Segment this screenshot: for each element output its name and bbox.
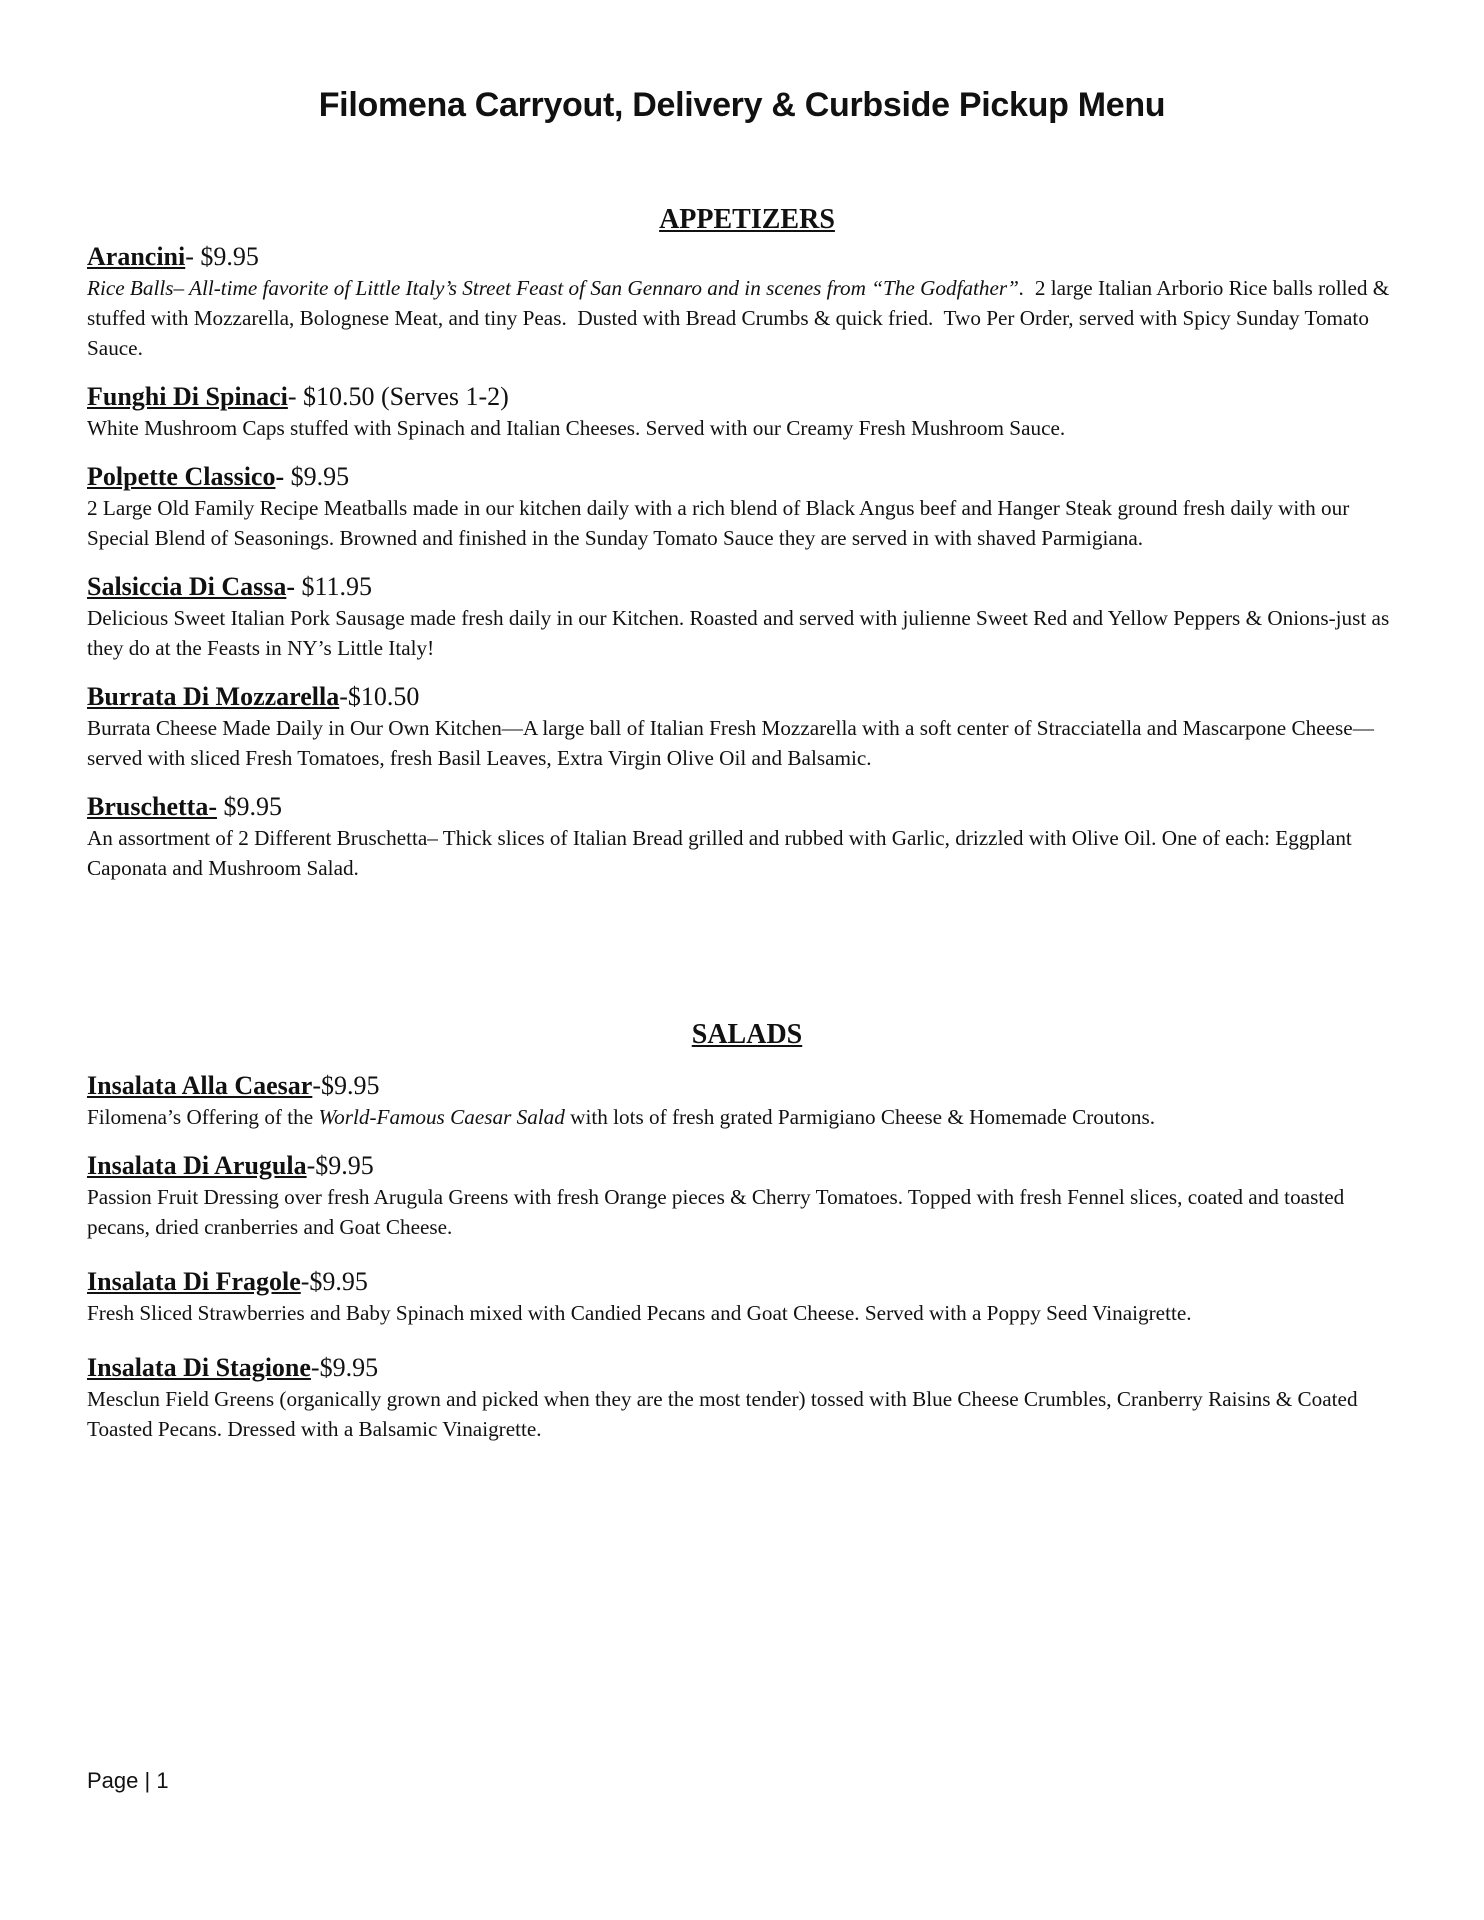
item-price: $9.95 [284,462,350,491]
item-description: 2 Large Old Family Recipe Meatballs made in our kitchen daily with a rich blend of Black Angus beef and Hanger Steak ground fresh daily with our Special Blend of Seasonings. Browned and finished in the Sunday Tomato Sauce they are served in with shaved Parmigiana. [87,496,1350,550]
menu-item-arancini [87,241,1407,363]
appetizers-heading: APPETIZERS [659,204,835,235]
appetizers-section [87,203,1407,883]
item-name: Burrata Di Mozzarella [87,682,340,711]
item-description: Filomena’s Offering of the World-Famous Caesar Salad with lots of fresh grated Parmigiano Cheese & Homemade Croutons. [87,1105,1156,1129]
page-title: Filomena Carryout, Delivery & Curbside Pickup Menu [318,86,1166,124]
item-description: Fresh Sliced Strawberries and Baby Spinach mixed with Candied Pecans and Goat Cheese. Served with a Poppy Seed Vinaigrette. [87,1301,1192,1325]
item-name: Salsiccia Di Cassa [87,572,287,601]
item-price: - $10.50 (Serves 1-2) [287,382,509,411]
menu-item-funghi-di-spinaci [87,381,1407,443]
item-name: Funghi Di Spinaci [87,382,288,411]
item-price: -$9.95 [310,1353,379,1382]
item-price: -$10.50 [339,682,420,711]
item-name: Polpette Classico [87,462,276,491]
salads-section [87,1018,1407,1444]
menu-item-insalata-di-stagione [87,1352,1407,1444]
item-name: Insalata Di Stagione [87,1353,311,1382]
menu-item-insalata-alla-caesar [87,1070,1407,1132]
menu-item-insalata-di-fragole [87,1266,1407,1328]
item-price: $9.95 [216,792,282,821]
menu-item-burrata-di-mozzarella [87,681,1407,773]
menu-item-salsiccia-di-cassa: Salsiccia Di Cassa- $11.95 Delicious Sweet Italian Pork Sausage made fresh daily in our Kitchen. Roasted and served with julienne Sweet Red and Yellow Peppers & Onions-just as they do at the Feasts in NY’s Little Italy! [87,571,1407,663]
item-price: -$9.95 [312,1071,380,1100]
item-price: - $9.95 [185,242,259,271]
item-price: -$9.95 [306,1151,374,1180]
item-name: Insalata Alla Caesar [87,1071,313,1100]
item-name: Bruschetta- [87,792,217,821]
menu-item-bruschetta [87,791,1407,883]
page-number: Page | 1 [87,1768,169,1793]
item-name: Insalata Di Fragole [87,1267,301,1296]
salads-heading: SALADS [691,1019,803,1050]
item-name: Arancini [87,242,186,271]
item-description: Delicious Sweet Italian Pork Sausage made fresh daily in our Kitchen. Roasted and served with julienne Sweet Red and Yellow Peppers & Onions-just as they do at the Feasts in NY’s Little Italy! [87,606,1390,660]
item-description: Burrata Cheese Made Daily in Our Own Kitchen—A large ball of Italian Fresh Mozzarella with a soft center of Stracciatella and Mascarpone Cheese—served with sliced Fresh Tomatoes, fresh Basil Leaves, Extra Virgin Olive Oil and Balsamic. [87,716,1374,770]
item-description: Passion Fruit Dressing over fresh Arugula Greens with fresh Orange pieces & Cherry Tomatoes. Topped with fresh Fennel slices, coated and toasted pecans, dried cranberries and Goat Cheese. [87,1185,1345,1239]
item-description: An assortment of 2 Different Bruschetta– Thick slices of Italian Bread grilled and rubbed with Garlic, drizzled with Olive Oil. One of each: Eggplant Caponata and Mushroom Salad. [87,826,1352,880]
item-description: Rice Balls– All-time favorite of Little Italy’s Street Feast of San Gennaro and in scenes from “The Godfather”. 2 large Italian Arborio Rice balls rolled & stuffed with Mozzarella, Bolognese Meat, and tiny Peas. Dusted with Bread Crumbs & quick fried. Two Per Order, served with Spicy Sunday Tomato Sauce. [87,276,1395,360]
menu-item-insalata-di-arugula [87,1150,1407,1242]
item-description: Mesclun Field Greens (organically grown and picked when they are the most tender) tossed with Blue Cheese Crumbles, Cranberry Raisins & Coated Toasted Pecans. Dressed with a Balsamic Vinaigrette. [87,1387,1358,1441]
menu-item-polpette-classico: Polpette Classico- $9.95 2 Large Old Family Recipe Meatballs made in our kitchen daily with a rich blend of Black Angus beef and Hanger Steak ground fresh daily with our Special Blend of Seasonings. Browned and finished in the Sunday Tomato Sauce they are served in with shaved Parmigiana. [87,461,1407,553]
item-name: Insalata Di Arugula [87,1151,307,1180]
item-price: $11.95 [295,572,373,601]
item-description: White Mushroom Caps stuffed with Spinach and Italian Cheeses. Served with our Creamy Fresh Mushroom Sauce. [87,416,1066,440]
item-price: -$9.95 [300,1267,368,1296]
